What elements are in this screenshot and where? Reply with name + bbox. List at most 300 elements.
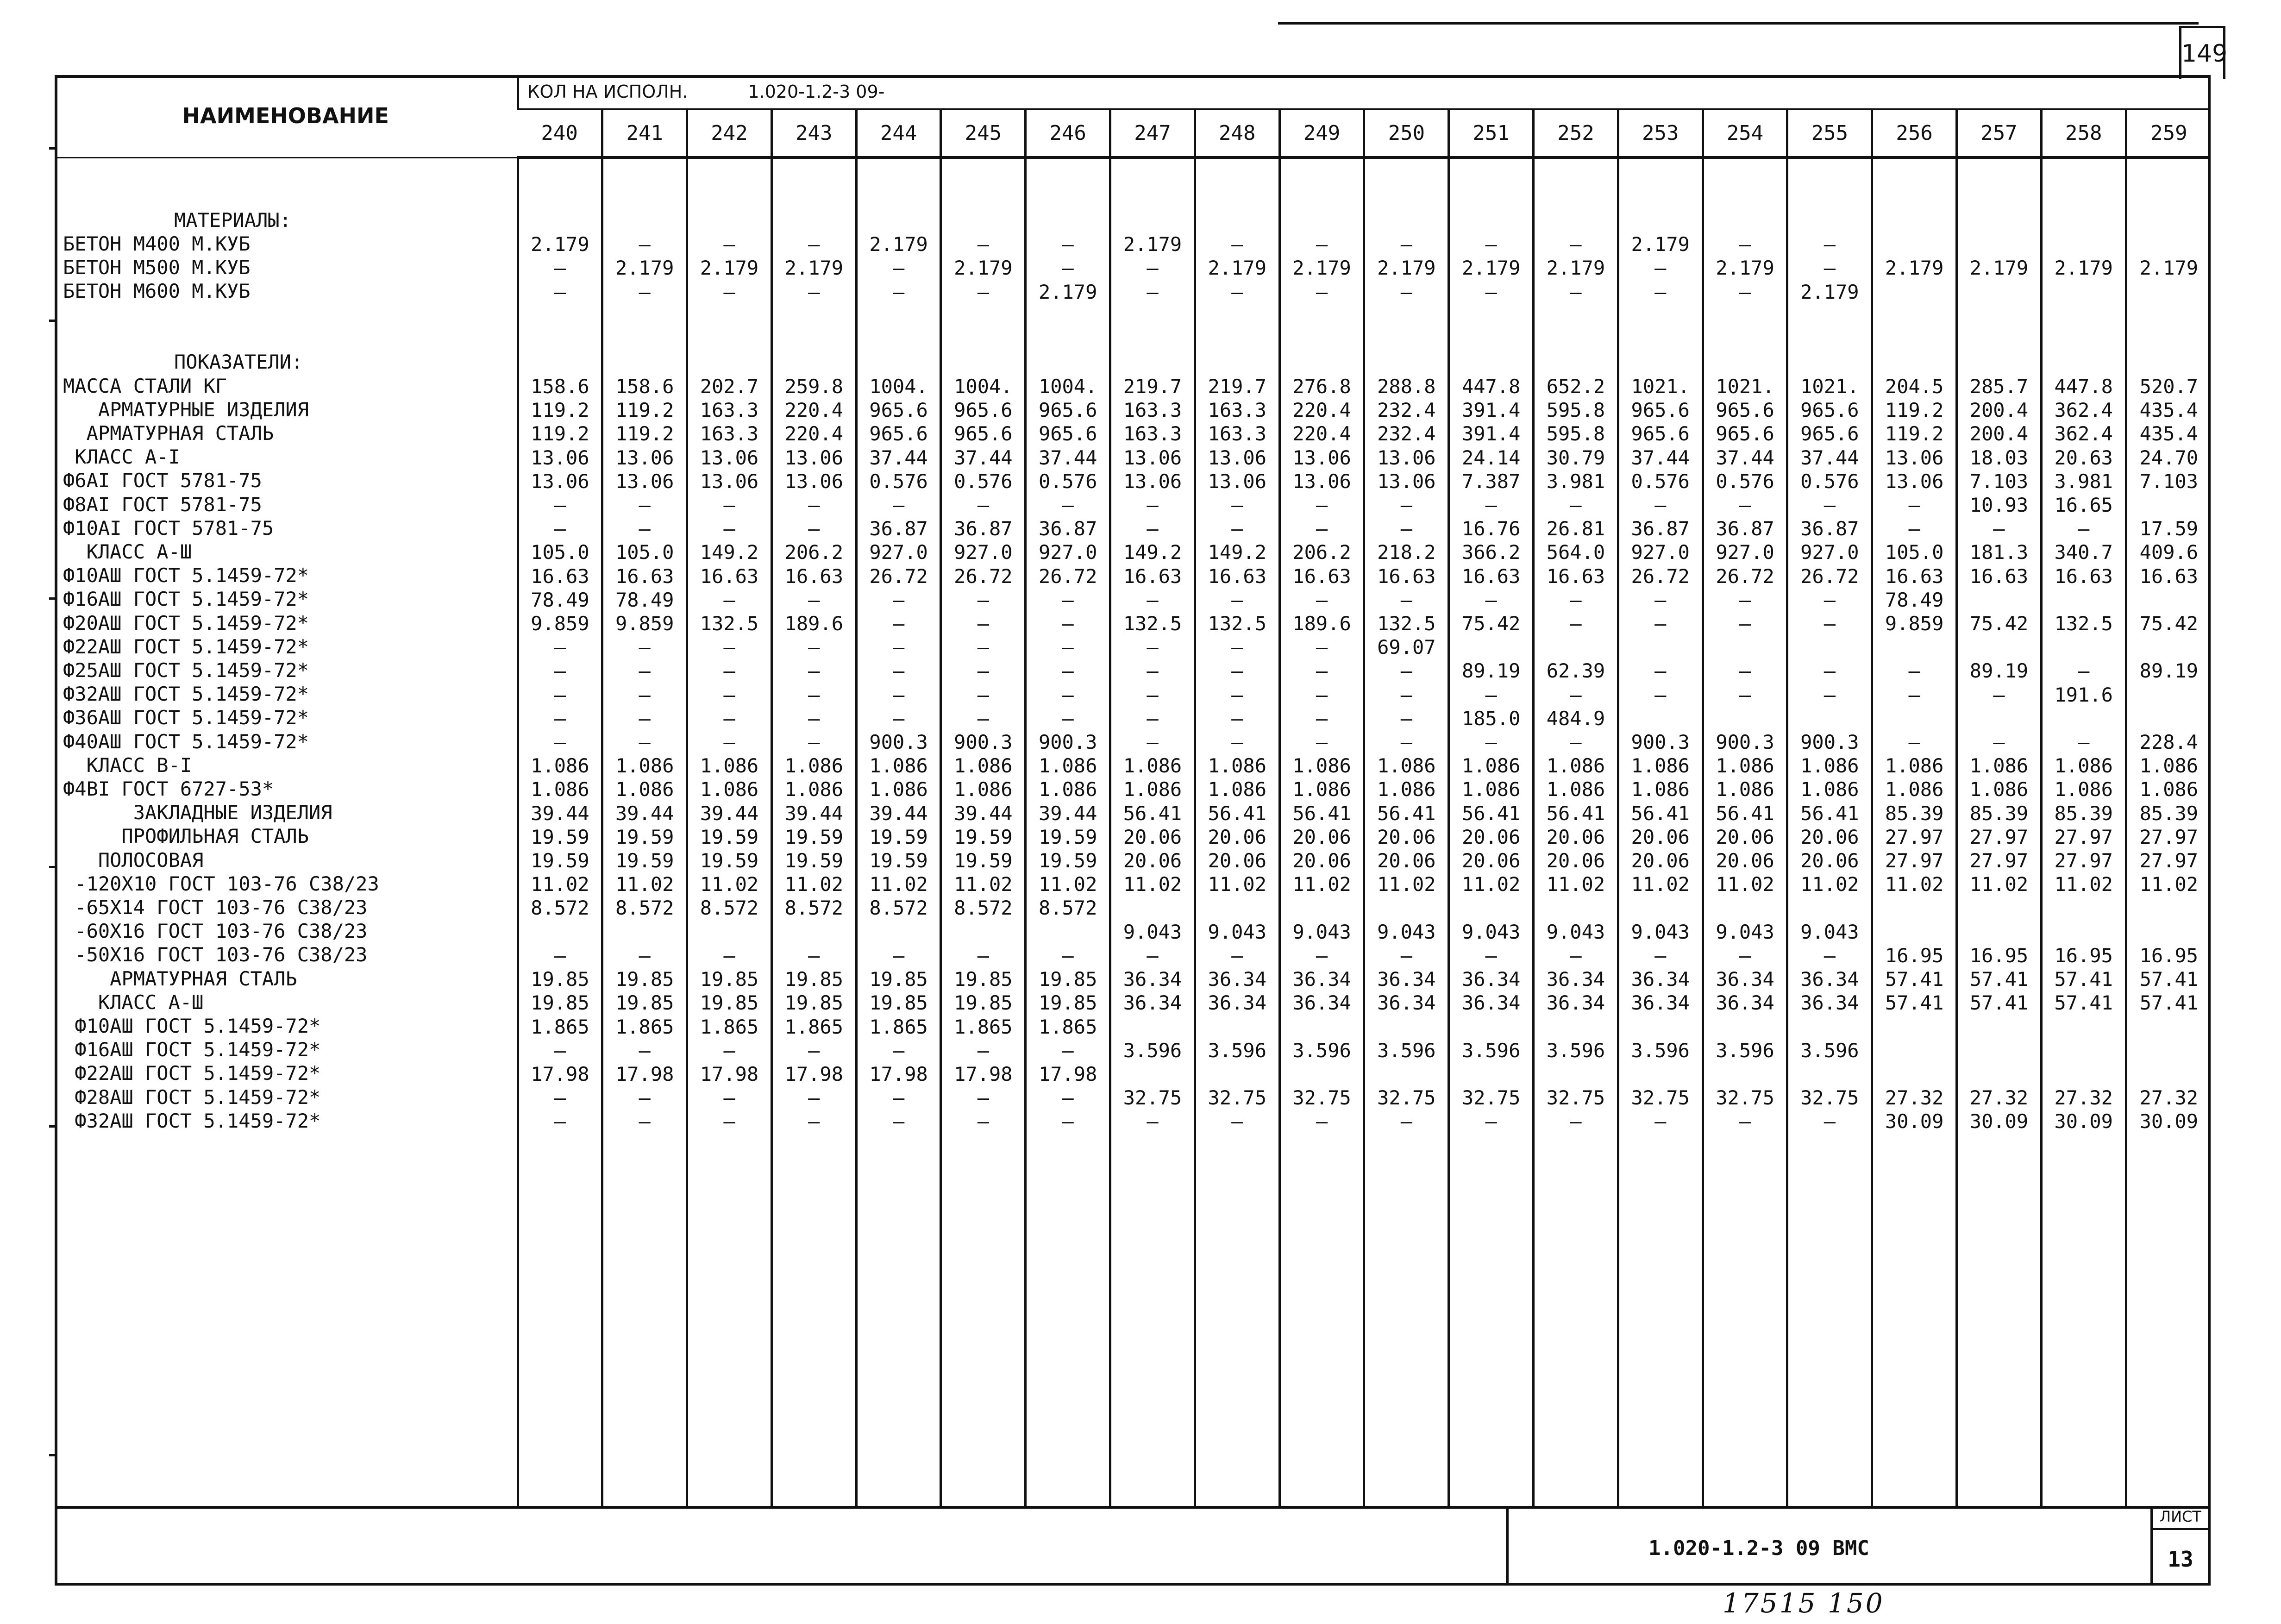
table-cell: 57.41 bbox=[1885, 991, 1944, 1015]
table-cell: – bbox=[554, 683, 566, 706]
table-cell: 30.09 bbox=[2139, 1110, 2199, 1133]
table-cell: 1.865 bbox=[784, 1015, 843, 1038]
table-cell: 3.596 bbox=[1800, 1039, 1859, 1062]
table-cell: 9.859 bbox=[615, 612, 674, 635]
table-cell: 965.6 bbox=[1038, 399, 1097, 422]
table-cell bbox=[1281, 1015, 1363, 1039]
table-cell: 19.85 bbox=[615, 991, 674, 1015]
table-cell: 32.75 bbox=[1716, 1086, 1774, 1110]
table-cell: 105.0 bbox=[1885, 541, 1944, 564]
column-number: 257 bbox=[1957, 109, 2042, 158]
data-column bbox=[771, 157, 856, 1508]
table-cell: – bbox=[554, 494, 566, 517]
table-cell: 13.06 bbox=[1123, 446, 1182, 469]
row-label: Ф10АШ ГОСТ 5.1459-72* bbox=[63, 1015, 321, 1037]
table-cell: – bbox=[1400, 588, 1413, 611]
table-cell bbox=[2043, 920, 2125, 944]
row-label: ПОЛОСОВАЯ bbox=[63, 848, 204, 872]
table-cell: 56.41 bbox=[1377, 802, 1436, 825]
table-cell: – bbox=[1654, 612, 1667, 635]
table-cell: 16.63 bbox=[1885, 564, 1944, 588]
table-cell: – bbox=[1316, 636, 1328, 659]
table-cell: 19.85 bbox=[1038, 968, 1097, 991]
table-cell: 20.06 bbox=[1123, 825, 1182, 848]
table-cell: – bbox=[639, 636, 651, 659]
table-cell: 17.98 bbox=[700, 1062, 759, 1085]
data-column bbox=[1195, 157, 1279, 1508]
data-column bbox=[856, 157, 941, 1508]
table-cell bbox=[1958, 1039, 2040, 1062]
table-cell: – bbox=[1908, 731, 1920, 754]
table-cell bbox=[1873, 920, 1955, 944]
table-cell: 8.572 bbox=[784, 897, 843, 920]
table-cell bbox=[2127, 635, 2211, 659]
row-label: Ф10АШ ГОСТ 5.1459-72* bbox=[63, 564, 309, 587]
table-cell: 11.02 bbox=[1546, 873, 1605, 896]
table-cell: 900.3 bbox=[1800, 731, 1859, 754]
table-cell: 9.043 bbox=[1461, 920, 1521, 943]
table-cell bbox=[1788, 1015, 1871, 1039]
table-cell: – bbox=[1739, 683, 1751, 706]
table-cell: – bbox=[639, 707, 651, 730]
column-number: 258 bbox=[2041, 109, 2126, 158]
table-cell bbox=[2127, 896, 2211, 920]
table-cell: – bbox=[1147, 494, 1159, 517]
table-cell: 1.865 bbox=[954, 1015, 1013, 1038]
column-number: 240 bbox=[518, 109, 602, 158]
table-cell: 900.3 bbox=[1631, 731, 1690, 754]
table-cell: 200.4 bbox=[1969, 422, 2029, 445]
table-cell: – bbox=[808, 280, 820, 303]
table-cell: – bbox=[1908, 494, 1920, 517]
table-cell: – bbox=[808, 494, 820, 517]
table-cell: 2.179 bbox=[531, 233, 589, 256]
table-cell: 56.41 bbox=[1461, 802, 1521, 825]
row-label: Ф22АШ ГОСТ 5.1459-72* bbox=[63, 635, 309, 658]
table-cell: – bbox=[1824, 494, 1836, 517]
table-cell: – bbox=[1231, 517, 1243, 540]
table-cell: 9.043 bbox=[1377, 920, 1436, 943]
table-cell bbox=[1111, 896, 1194, 920]
table-cell: 16.63 bbox=[531, 564, 589, 588]
table-cell: 30.09 bbox=[2054, 1110, 2113, 1133]
table-cell: 20.06 bbox=[1123, 849, 1182, 872]
table-cell: – bbox=[1400, 944, 1413, 967]
table-cell: 19.59 bbox=[615, 849, 674, 872]
table-cell: – bbox=[723, 233, 735, 256]
table-cell: 27.97 bbox=[2054, 825, 2113, 848]
table-cell: 36.34 bbox=[1377, 991, 1436, 1015]
table-cell bbox=[1281, 896, 1363, 920]
table-cell bbox=[2127, 588, 2211, 612]
table-cell: 163.3 bbox=[1208, 422, 1266, 445]
table-cell: – bbox=[639, 1110, 651, 1133]
margin-tick bbox=[49, 597, 55, 600]
table-cell: 19.85 bbox=[784, 968, 843, 991]
table-cell bbox=[519, 920, 602, 944]
table-cell: 85.39 bbox=[2054, 802, 2113, 825]
table-cell: 0.576 bbox=[1631, 470, 1690, 493]
table-cell: – bbox=[639, 683, 651, 706]
row-label: Ф32АШ ГОСТ 5.1459-72* bbox=[63, 1109, 321, 1132]
table-cell: 206.2 bbox=[1292, 541, 1351, 564]
table-cell: 39.44 bbox=[700, 802, 759, 825]
table-cell: 13.06 bbox=[1885, 470, 1944, 493]
table-cell: 37.44 bbox=[1631, 446, 1690, 469]
table-cell: – bbox=[1062, 257, 1074, 280]
table-cell: 57.41 bbox=[2054, 991, 2113, 1015]
table-cell: 56.41 bbox=[1292, 802, 1351, 825]
table-cell: 11.02 bbox=[1208, 873, 1266, 896]
table-cell bbox=[2127, 493, 2211, 517]
table-cell: 2.179 bbox=[1377, 257, 1436, 280]
table-cell bbox=[1788, 635, 1871, 659]
table-cell: 78.49 bbox=[1885, 588, 1944, 611]
table-cell: 39.44 bbox=[954, 802, 1013, 825]
table-cell: – bbox=[1147, 944, 1159, 967]
table-cell: 2.179 bbox=[784, 257, 843, 280]
table-cell: – bbox=[639, 494, 651, 517]
column-number: 248 bbox=[1195, 109, 1279, 158]
row-label: -120Х10 ГОСТ 103-76 С38/23 bbox=[63, 872, 379, 895]
table-cell: – bbox=[723, 731, 735, 754]
table-cell: 119.2 bbox=[1885, 422, 1944, 445]
row-label: -50Х16 ГОСТ 103-76 С38/23 bbox=[63, 943, 368, 966]
table-cell: 36.34 bbox=[1631, 968, 1690, 991]
table-cell: – bbox=[977, 683, 990, 706]
table-cell: 36.34 bbox=[1461, 991, 1521, 1015]
table-cell: – bbox=[977, 659, 990, 683]
table-cell: 1021. bbox=[1631, 375, 1690, 398]
table-cell: 132.5 bbox=[1208, 612, 1266, 635]
table-cell: – bbox=[723, 1110, 735, 1133]
table-cell: – bbox=[554, 280, 566, 303]
table-cell: 36.87 bbox=[954, 517, 1013, 540]
table-cell: 27.97 bbox=[1885, 825, 1944, 848]
table-cell: 19.59 bbox=[531, 825, 589, 848]
table-cell: 158.6 bbox=[615, 375, 674, 398]
row-label: Ф6АI ГОСТ 5781-75 bbox=[63, 469, 262, 492]
table-cell: 7.103 bbox=[2139, 470, 2199, 493]
table-cell: 36.87 bbox=[1038, 517, 1097, 540]
table-cell: 163.3 bbox=[1123, 399, 1182, 422]
table-cell: – bbox=[892, 659, 905, 683]
table-cell: – bbox=[977, 588, 990, 611]
table-cell: – bbox=[723, 683, 735, 706]
table-cell: 20.06 bbox=[1631, 849, 1690, 872]
table-cell: 27.97 bbox=[2054, 849, 2113, 872]
table-cell: 36.34 bbox=[1208, 968, 1266, 991]
table-cell: 1.086 bbox=[615, 754, 674, 778]
table-cell: 36.34 bbox=[1292, 991, 1351, 1015]
table-cell: 3.596 bbox=[1716, 1039, 1774, 1062]
table-cell: 56.41 bbox=[1800, 802, 1859, 825]
table-cell: – bbox=[892, 707, 905, 730]
table-cell: – bbox=[554, 636, 566, 659]
table-cell: – bbox=[977, 944, 990, 967]
table-cell: – bbox=[639, 1086, 651, 1110]
table-cell: 927.0 bbox=[1038, 541, 1097, 564]
table-cell: 1.086 bbox=[1461, 754, 1521, 778]
table-cell bbox=[2127, 232, 2211, 256]
data-column bbox=[1110, 157, 1195, 1508]
table-cell: 19.85 bbox=[954, 968, 1013, 991]
table-cell: – bbox=[1147, 731, 1159, 754]
table-cell: 8.572 bbox=[531, 897, 589, 920]
table-cell: – bbox=[1654, 280, 1667, 303]
table-cell: 26.72 bbox=[954, 564, 1013, 588]
table-cell: 158.6 bbox=[531, 375, 589, 398]
table-cell: 32.75 bbox=[1123, 1086, 1182, 1110]
table-cell: – bbox=[892, 636, 905, 659]
table-cell: 8.572 bbox=[869, 897, 928, 920]
row-label: КЛАСС В-I bbox=[63, 753, 192, 777]
table-cell: – bbox=[1316, 944, 1328, 967]
table-cell bbox=[603, 920, 686, 944]
table-cell: 1.086 bbox=[531, 778, 589, 801]
table-cell: 220.4 bbox=[1292, 399, 1351, 422]
table-cell: 27.97 bbox=[1885, 849, 1944, 872]
table-cell bbox=[1450, 1015, 1532, 1039]
table-cell: – bbox=[1570, 494, 1582, 517]
table-cell: 149.2 bbox=[1208, 541, 1266, 564]
table-cell: 595.8 bbox=[1546, 422, 1605, 445]
table-cell: 2.179 bbox=[954, 257, 1013, 280]
row-label: ПРОФИЛЬНАЯ СТАЛЬ bbox=[63, 825, 309, 848]
table-cell: 26.72 bbox=[1716, 564, 1774, 588]
table-cell: 965.6 bbox=[1800, 422, 1859, 445]
table-cell: – bbox=[1485, 731, 1497, 754]
table-cell: 9.859 bbox=[1885, 612, 1944, 635]
table-cell: 57.41 bbox=[2054, 968, 2113, 991]
table-cell: – bbox=[1400, 517, 1413, 540]
table-cell: 36.87 bbox=[1800, 517, 1859, 540]
table-cell: 89.19 bbox=[1461, 659, 1521, 683]
table-cell: 37.44 bbox=[869, 446, 928, 469]
table-cell: 32.75 bbox=[1461, 1086, 1521, 1110]
table-cell: – bbox=[1485, 233, 1497, 256]
table-cell: – bbox=[1485, 588, 1497, 611]
table-cell: 1.086 bbox=[1716, 754, 1774, 778]
table-cell bbox=[2127, 1015, 2211, 1039]
table-cell bbox=[2043, 1015, 2125, 1039]
table-cell: 9.043 bbox=[1716, 920, 1774, 943]
table-cell: 1.865 bbox=[615, 1015, 674, 1038]
table-cell: 3.596 bbox=[1546, 1039, 1605, 1062]
table-cell: – bbox=[554, 517, 566, 540]
table-cell: 36.34 bbox=[1631, 991, 1690, 1015]
table-cell: 19.59 bbox=[615, 825, 674, 848]
column-number: 251 bbox=[1449, 109, 1534, 158]
table-cell: 1.086 bbox=[1377, 754, 1436, 778]
table-cell: – bbox=[1316, 1110, 1328, 1133]
table-cell: 26.72 bbox=[1631, 564, 1690, 588]
table-cell: 36.87 bbox=[869, 517, 928, 540]
table-cell: 75.42 bbox=[1969, 612, 2029, 635]
table-cell: 89.19 bbox=[2139, 659, 2199, 683]
table-cell: 36.87 bbox=[1716, 517, 1774, 540]
table-cell: 2.179 bbox=[1208, 257, 1266, 280]
table-cell: 13.06 bbox=[1208, 446, 1266, 469]
table-cell: 13.06 bbox=[784, 470, 843, 493]
table-cell: – bbox=[977, 280, 990, 303]
table-cell: – bbox=[977, 1110, 990, 1133]
table-cell bbox=[1619, 896, 1702, 920]
table-cell: – bbox=[1147, 517, 1159, 540]
table-cell: 85.39 bbox=[1969, 802, 2029, 825]
table-cell: – bbox=[723, 517, 735, 540]
table-cell: 56.41 bbox=[1716, 802, 1774, 825]
table-cell: 1.086 bbox=[1123, 778, 1182, 801]
table-cell: 36.34 bbox=[1377, 968, 1436, 991]
table-cell: – bbox=[1654, 494, 1667, 517]
table-cell: 1.086 bbox=[1969, 778, 2029, 801]
table-cell: – bbox=[1147, 683, 1159, 706]
table-cell bbox=[1788, 896, 1871, 920]
table-cell: 409.6 bbox=[2139, 541, 2199, 564]
table-cell: – bbox=[554, 707, 566, 730]
table-cell: 19.59 bbox=[1038, 825, 1097, 848]
table-cell bbox=[2127, 280, 2211, 304]
table-cell: 13.06 bbox=[531, 446, 589, 469]
table-cell: – bbox=[808, 1086, 820, 1110]
table-cell: 435.4 bbox=[2139, 399, 2199, 422]
table-cell: 447.8 bbox=[2054, 375, 2113, 398]
table-cell: – bbox=[892, 494, 905, 517]
table-cell: – bbox=[1400, 280, 1413, 303]
table-cell: – bbox=[1570, 233, 1582, 256]
row-label: АРМАТУРНАЯ СТАЛЬ bbox=[63, 421, 274, 445]
table-cell: 27.97 bbox=[1969, 825, 2029, 848]
table-cell bbox=[1619, 1015, 1702, 1039]
table-cell: – bbox=[554, 257, 566, 280]
table-cell: 163.3 bbox=[1208, 399, 1266, 422]
table-cell: – bbox=[1739, 588, 1751, 611]
table-cell: 11.02 bbox=[954, 873, 1013, 896]
table-cell: 36.34 bbox=[1800, 968, 1859, 991]
table-cell: 85.39 bbox=[2139, 802, 2199, 825]
table-cell: – bbox=[1993, 683, 2005, 706]
table-cell: 435.4 bbox=[2139, 422, 2199, 445]
table-cell: – bbox=[1993, 517, 2005, 540]
table-cell: – bbox=[1485, 944, 1497, 967]
table-cell: – bbox=[1824, 659, 1836, 683]
data-column bbox=[1279, 157, 1364, 1508]
data-column bbox=[2041, 157, 2126, 1508]
table-cell: – bbox=[808, 517, 820, 540]
table-cell: 7.103 bbox=[1969, 470, 2029, 493]
data-column bbox=[1872, 157, 1957, 1508]
table-cell: – bbox=[1062, 233, 1074, 256]
table-cell: 16.63 bbox=[1292, 564, 1351, 588]
table-cell: 132.5 bbox=[1377, 612, 1436, 635]
table-cell: 69.07 bbox=[1377, 636, 1436, 659]
data-column bbox=[941, 157, 1026, 1508]
table-cell: 32.75 bbox=[1292, 1086, 1351, 1110]
row-label: БЕТОН М600 М.КУБ bbox=[63, 280, 251, 303]
table-cell: 9.043 bbox=[1123, 920, 1182, 943]
table-cell: 17.98 bbox=[869, 1062, 928, 1085]
table-cell: 32.75 bbox=[1377, 1086, 1436, 1110]
table-cell: 30.79 bbox=[1546, 446, 1605, 469]
table-cell: 19.85 bbox=[869, 991, 928, 1015]
table-cell: 119.2 bbox=[615, 422, 674, 445]
table-cell: 11.02 bbox=[869, 873, 928, 896]
table-cell: 16.95 bbox=[1885, 944, 1944, 967]
data-column bbox=[687, 157, 772, 1508]
table-cell: – bbox=[1062, 707, 1074, 730]
table-cell: – bbox=[892, 1039, 905, 1062]
table-cell bbox=[2043, 707, 2125, 730]
table-cell: – bbox=[1739, 1110, 1751, 1133]
table-cell bbox=[1873, 635, 1955, 659]
table-cell: 13.06 bbox=[784, 446, 843, 469]
table-cell bbox=[2043, 1062, 2125, 1086]
table-cell: 20.06 bbox=[1292, 825, 1351, 848]
table-cell: 11.02 bbox=[1377, 873, 1436, 896]
row-label: Ф8АI ГОСТ 5781-75 bbox=[63, 493, 262, 516]
table-cell: 16.63 bbox=[1377, 564, 1436, 588]
table-cell: – bbox=[808, 707, 820, 730]
table-cell: 32.75 bbox=[1631, 1086, 1690, 1110]
table-cell: 1.865 bbox=[869, 1015, 928, 1038]
column-number: 241 bbox=[602, 109, 687, 158]
table-cell: 366.2 bbox=[1461, 541, 1521, 564]
table-cell bbox=[1450, 1062, 1532, 1086]
table-cell: 1.086 bbox=[869, 778, 928, 801]
table-cell: 39.44 bbox=[531, 802, 589, 825]
table-cell: – bbox=[1062, 612, 1074, 635]
table-cell: 1.086 bbox=[869, 754, 928, 778]
table-cell: – bbox=[892, 588, 905, 611]
data-column bbox=[518, 157, 602, 1508]
table-cell: 19.85 bbox=[869, 968, 928, 991]
table-cell: 1.086 bbox=[1800, 778, 1859, 801]
table-cell: 17.98 bbox=[615, 1062, 674, 1085]
table-cell: 1.086 bbox=[1038, 778, 1097, 801]
table-cell: 595.8 bbox=[1546, 399, 1605, 422]
table-cell: 1004. bbox=[954, 375, 1013, 398]
table-cell: – bbox=[1231, 659, 1243, 683]
table-cell: 32.75 bbox=[1800, 1086, 1859, 1110]
row-label: Ф10АI ГОСТ 5781-75 bbox=[63, 516, 274, 539]
table-cell: 19.59 bbox=[869, 825, 928, 848]
table-cell: – bbox=[1231, 1110, 1243, 1133]
table-cell: 206.2 bbox=[784, 541, 843, 564]
margin-tick bbox=[49, 1125, 55, 1128]
table-cell: 20.06 bbox=[1716, 849, 1774, 872]
table-cell: 362.4 bbox=[2054, 422, 2113, 445]
table-cell: – bbox=[977, 636, 990, 659]
table-cell bbox=[1111, 1015, 1194, 1039]
table-cell: – bbox=[1570, 612, 1582, 635]
table-cell: – bbox=[892, 944, 905, 967]
table-cell: – bbox=[1824, 612, 1836, 635]
row-label: Ф32АШ ГОСТ 5.1459-72* bbox=[63, 683, 309, 706]
table-cell: 3.981 bbox=[2054, 470, 2113, 493]
table-cell: – bbox=[723, 944, 735, 967]
table-cell: – bbox=[639, 233, 651, 256]
table-cell: – bbox=[1062, 1110, 1074, 1133]
table-cell: – bbox=[1485, 280, 1497, 303]
table-cell: 2.179 bbox=[1038, 280, 1097, 303]
table-cell: 185.0 bbox=[1461, 707, 1521, 730]
table-cell bbox=[1450, 635, 1532, 659]
table-cell: 3.596 bbox=[1123, 1039, 1182, 1062]
table-cell: 19.59 bbox=[784, 849, 843, 872]
table-cell: 2.179 bbox=[2054, 257, 2113, 280]
table-cell bbox=[2043, 896, 2125, 920]
